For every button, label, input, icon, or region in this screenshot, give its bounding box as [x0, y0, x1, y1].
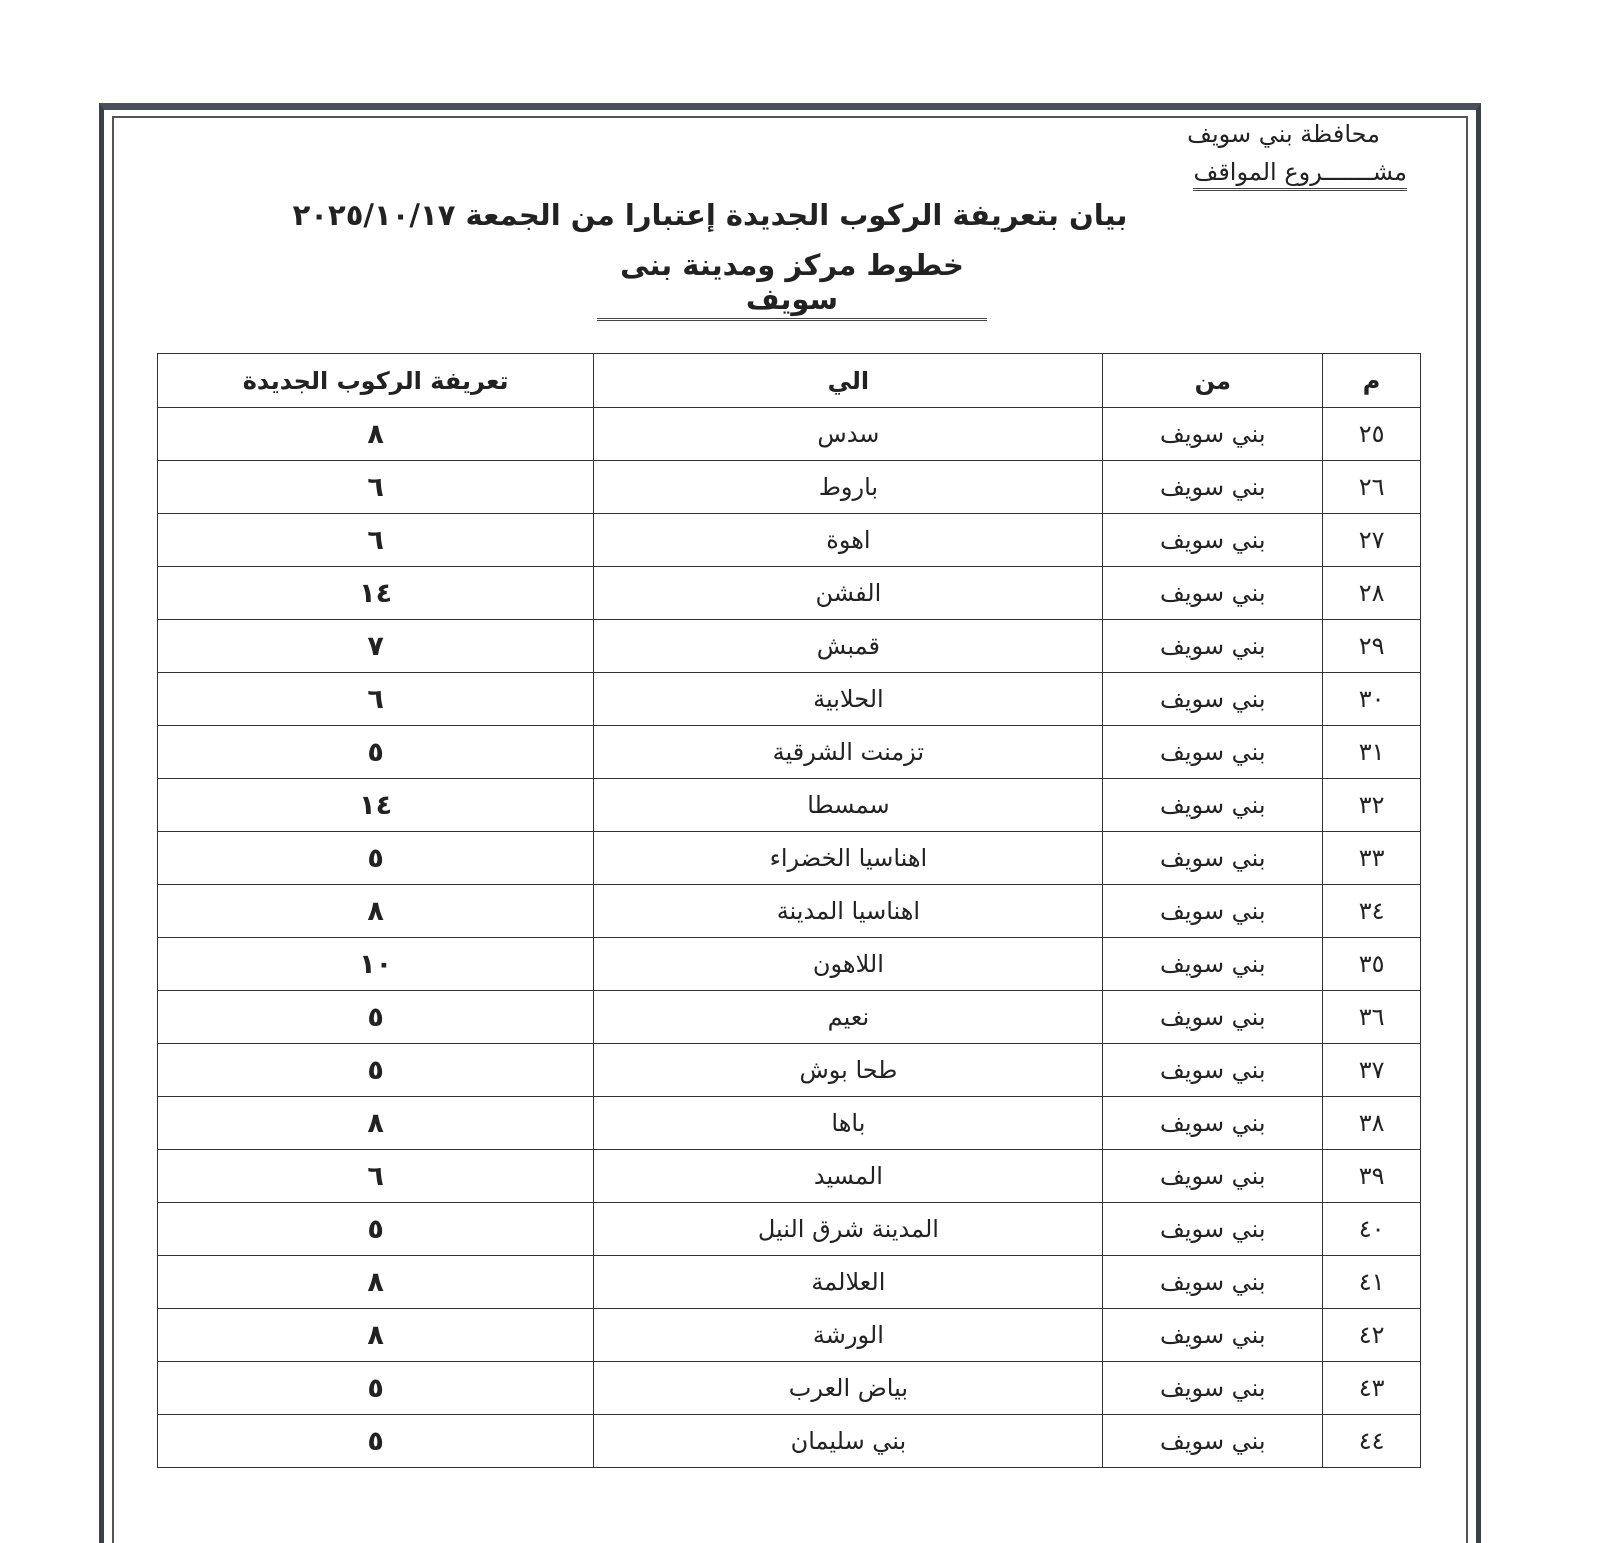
cell-fare: ٦: [158, 461, 594, 514]
table-row: [158, 991, 1421, 1044]
cell-number: ٤٢: [1323, 1309, 1421, 1362]
table-row: [158, 1256, 1421, 1309]
table-row: [158, 1309, 1421, 1362]
cell-from: بني سويف: [1103, 1256, 1323, 1309]
cell-to: الفشن: [594, 567, 1103, 620]
cell-from: بني سويف: [1103, 1150, 1323, 1203]
cell-fare: ٦: [158, 673, 594, 726]
table-row: [158, 461, 1421, 514]
cell-from: بني سويف: [1103, 832, 1323, 885]
cell-to: طحا بوش: [594, 1044, 1103, 1097]
table-row: [158, 779, 1421, 832]
cell-number: ٣٦: [1323, 991, 1421, 1044]
project-name: مشـــــــروع المواقف: [1193, 158, 1407, 191]
cell-number: ٣١: [1323, 726, 1421, 779]
cell-number: ٤١: [1323, 1256, 1421, 1309]
cell-to: تزمنت الشرقية: [594, 726, 1103, 779]
column-header-from: من: [1103, 354, 1323, 408]
cell-fare: ٥: [158, 1203, 594, 1256]
cell-from: بني سويف: [1103, 1097, 1323, 1150]
table-row: [158, 408, 1421, 461]
cell-number: ٤٠: [1323, 1203, 1421, 1256]
cell-number: ٢٦: [1323, 461, 1421, 514]
cell-number: ٣٠: [1323, 673, 1421, 726]
cell-fare: ١٤: [158, 567, 594, 620]
cell-to: اهوة: [594, 514, 1103, 567]
cell-to: نعيم: [594, 991, 1103, 1044]
fare-table: [157, 353, 1421, 1468]
table-row: [158, 1415, 1421, 1468]
cell-to: الورشة: [594, 1309, 1103, 1362]
cell-fare: ٥: [158, 991, 594, 1044]
column-header-fare: تعريفة الركوب الجديدة: [158, 354, 594, 408]
cell-fare: ٨: [158, 1309, 594, 1362]
cell-to: باها: [594, 1097, 1103, 1150]
cell-fare: ٥: [158, 832, 594, 885]
cell-number: ٣٨: [1323, 1097, 1421, 1150]
cell-number: ٢٩: [1323, 620, 1421, 673]
table-row: [158, 1044, 1421, 1097]
table-row: [158, 514, 1421, 567]
cell-number: ٤٤: [1323, 1415, 1421, 1468]
cell-to: سمسطا: [594, 779, 1103, 832]
table-row: [158, 938, 1421, 991]
table-row: [158, 832, 1421, 885]
cell-to: المسيد: [594, 1150, 1103, 1203]
cell-from: بني سويف: [1103, 938, 1323, 991]
cell-from: بني سويف: [1103, 1415, 1323, 1468]
cell-fare: ٨: [158, 1097, 594, 1150]
cell-to: العلالمة: [594, 1256, 1103, 1309]
cell-fare: ١٠: [158, 938, 594, 991]
cell-number: ٣٢: [1323, 779, 1421, 832]
cell-to: اللاهون: [594, 938, 1103, 991]
cell-fare: ٥: [158, 1362, 594, 1415]
cell-number: ٣٩: [1323, 1150, 1421, 1203]
cell-fare: ٦: [158, 514, 594, 567]
cell-from: بني سويف: [1103, 1044, 1323, 1097]
cell-number: ٣٧: [1323, 1044, 1421, 1097]
table-row: [158, 885, 1421, 938]
cell-from: بني سويف: [1103, 567, 1323, 620]
column-header-to: الي: [594, 354, 1103, 408]
cell-fare: ٨: [158, 1256, 594, 1309]
table-header-row: [158, 354, 1421, 408]
table-row: [158, 1203, 1421, 1256]
cell-fare: ٥: [158, 1044, 594, 1097]
cell-fare: ٥: [158, 1415, 594, 1468]
cell-to: بياض العرب: [594, 1362, 1103, 1415]
cell-to: باروط: [594, 461, 1103, 514]
cell-number: ٣٥: [1323, 938, 1421, 991]
cell-to: قمبش: [594, 620, 1103, 673]
cell-from: بني سويف: [1103, 673, 1323, 726]
cell-from: بني سويف: [1103, 779, 1323, 832]
governorate-name: محافظة بني سويف: [1187, 120, 1380, 148]
column-header-number: م: [1323, 354, 1421, 408]
table-row: [158, 1362, 1421, 1415]
table-row: [158, 673, 1421, 726]
cell-from: بني سويف: [1103, 1309, 1323, 1362]
cell-to: اهناسيا المدينة: [594, 885, 1103, 938]
cell-number: ٤٣: [1323, 1362, 1421, 1415]
cell-fare: ٥: [158, 726, 594, 779]
cell-to: الحلابية: [594, 673, 1103, 726]
cell-number: ٢٧: [1323, 514, 1421, 567]
cell-fare: ٨: [158, 408, 594, 461]
cell-fare: ٧: [158, 620, 594, 673]
cell-number: ٢٨: [1323, 567, 1421, 620]
cell-from: بني سويف: [1103, 620, 1323, 673]
table-row: [158, 1097, 1421, 1150]
table-row: [158, 567, 1421, 620]
cell-to: المدينة شرق النيل: [594, 1203, 1103, 1256]
cell-fare: ٦: [158, 1150, 594, 1203]
table-row: [158, 1150, 1421, 1203]
cell-to: سدس: [594, 408, 1103, 461]
cell-to: اهناسيا الخضراء: [594, 832, 1103, 885]
cell-fare: ٨: [158, 885, 594, 938]
cell-fare: ١٤: [158, 779, 594, 832]
table-row: [158, 726, 1421, 779]
table-row: [158, 620, 1421, 673]
cell-from: بني سويف: [1103, 408, 1323, 461]
document-subtitle: خطوط مركز ومدينة بنى سويف: [597, 248, 987, 321]
cell-from: بني سويف: [1103, 1203, 1323, 1256]
cell-number: ٣٤: [1323, 885, 1421, 938]
document-title: بيان بتعريفة الركوب الجديدة إعتبارا من الجمعة ٢٠٢٥/١٠/١٧: [292, 198, 1128, 232]
cell-number: ٢٥: [1323, 408, 1421, 461]
cell-from: بني سويف: [1103, 1362, 1323, 1415]
cell-from: بني سويف: [1103, 726, 1323, 779]
cell-from: بني سويف: [1103, 991, 1323, 1044]
cell-from: بني سويف: [1103, 885, 1323, 938]
cell-from: بني سويف: [1103, 514, 1323, 567]
cell-number: ٣٣: [1323, 832, 1421, 885]
cell-from: بني سويف: [1103, 461, 1323, 514]
cell-to: بني سليمان: [594, 1415, 1103, 1468]
